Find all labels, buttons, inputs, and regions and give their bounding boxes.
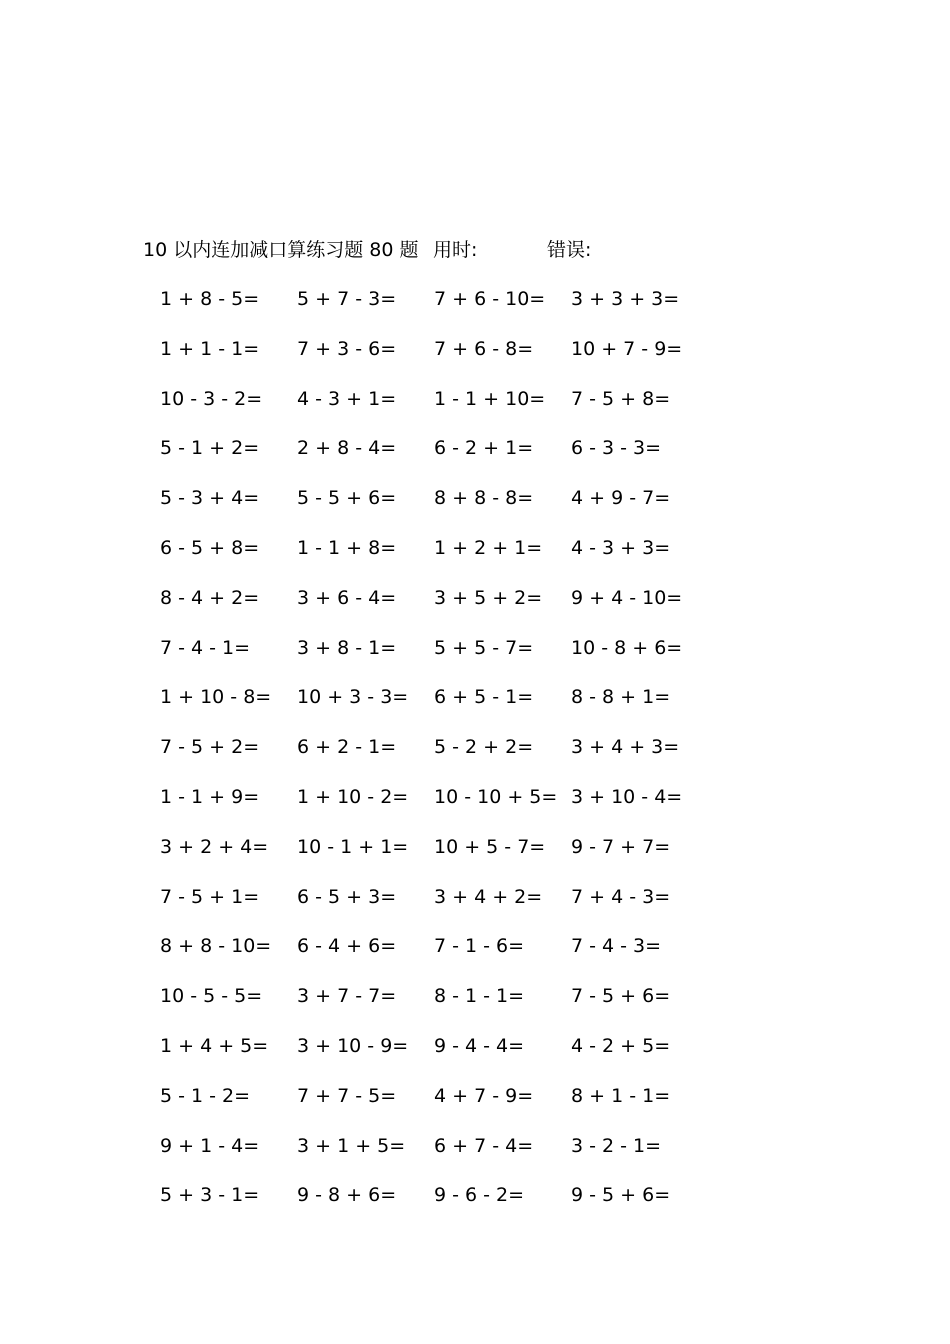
math-problem: 7 - 5 + 6= [571,985,671,1008]
math-problem: 2 + 8 - 4= [297,437,397,460]
math-problem: 10 - 8 + 6= [571,636,683,659]
math-problem: 5 - 3 + 4= [160,487,260,510]
math-problem: 1 + 4 + 5= [160,1035,269,1057]
math-problem: 5 - 5 + 6= [297,487,397,510]
math-problem: 10 - 10 + 5= [434,786,558,808]
math-problem: 8 + 8 - 8= [434,487,534,510]
math-problem: 7 - 5 + 1= [160,885,260,908]
math-problem: 3 + 10 - 9= [297,1035,409,1057]
math-problem: 1 - 1 + 10= [434,387,546,410]
math-problem: 7 + 6 - 8= [434,337,534,360]
math-problem: 5 - 1 + 2= [160,437,260,460]
math-problem: 4 + 9 - 7= [571,487,671,510]
errors-label: 错误: [547,239,592,261]
math-problem: 3 + 1 + 5= [297,1134,406,1157]
math-problem: 4 - 3 + 3= [571,537,671,559]
math-problem: 6 - 3 - 3= [571,437,662,460]
math-problem: 10 - 1 + 1= [297,835,409,858]
math-problem: 5 - 1 - 2= [160,1084,251,1107]
math-problem: 8 + 8 - 10= [160,935,272,958]
math-problem: 7 - 4 - 1= [160,636,251,659]
math-problem: 1 - 1 + 8= [297,537,397,559]
time-used-label: 用时: [433,239,478,261]
math-problem: 5 + 5 - 7= [434,636,534,659]
math-problem: 7 + 7 - 5= [297,1084,397,1107]
math-problem: 3 + 4 + 3= [571,736,680,759]
math-problem: 1 + 10 - 2= [297,786,409,808]
math-problem: 1 + 8 - 5= [160,288,260,310]
math-problem: 8 + 1 - 1= [571,1084,671,1107]
math-problem: 3 + 10 - 4= [571,786,683,808]
math-problem: 6 - 2 + 1= [434,437,534,460]
math-problem: 4 + 7 - 9= [434,1084,534,1107]
math-problem: 3 - 2 - 1= [571,1134,662,1157]
math-problem: 3 + 7 - 7= [297,985,397,1008]
math-problem: 10 + 3 - 3= [297,686,409,709]
math-problem: 6 - 5 + 3= [297,885,397,908]
math-problem: 3 + 3 + 3= [571,288,680,310]
math-problem: 10 - 5 - 5= [160,985,263,1008]
math-problem: 7 + 6 - 10= [434,288,546,310]
math-problem: 9 - 6 - 2= [434,1184,525,1207]
math-problem: 9 + 4 - 10= [571,586,683,609]
math-problem: 1 + 1 - 1= [160,337,260,360]
math-problem: 5 + 7 - 3= [297,288,397,310]
math-problem: 4 - 3 + 1= [297,387,397,410]
math-problem: 10 - 3 - 2= [160,387,263,410]
math-problem: 9 - 8 + 6= [297,1184,397,1207]
math-problem: 3 + 8 - 1= [297,636,397,659]
math-problem: 8 - 8 + 1= [571,686,671,709]
math-problem: 7 + 3 - 6= [297,337,397,360]
math-problem: 6 - 4 + 6= [297,935,397,958]
math-problem: 7 - 1 - 6= [434,935,525,958]
math-problem: 6 + 2 - 1= [297,736,397,759]
math-problem: 7 - 4 - 3= [571,935,662,958]
math-problem: 6 - 5 + 8= [160,537,260,559]
math-problem: 9 - 4 - 4= [434,1035,525,1057]
math-problem: 10 + 5 - 7= [434,835,546,858]
math-problem: 3 + 6 - 4= [297,586,397,609]
math-problem: 3 + 2 + 4= [160,835,269,858]
math-problem: 8 - 4 + 2= [160,586,260,609]
math-problem: 9 + 1 - 4= [160,1134,260,1157]
math-problem: 9 - 7 + 7= [571,835,671,858]
math-problem: 6 + 5 - 1= [434,686,534,709]
math-problem: 8 - 1 - 1= [434,985,525,1008]
math-problem: 10 + 7 - 9= [571,337,683,360]
math-problem: 7 - 5 + 8= [571,387,671,410]
math-problem: 4 - 2 + 5= [571,1035,671,1057]
worksheet-title: 10 以内连加减口算练习题 80 题 [143,239,419,261]
math-problem: 9 - 5 + 6= [571,1184,671,1207]
math-problem: 5 + 3 - 1= [160,1184,260,1207]
math-problem: 3 + 4 + 2= [434,885,543,908]
math-problem: 3 + 5 + 2= [434,586,543,609]
math-problem: 6 + 7 - 4= [434,1134,534,1157]
math-problem: 1 + 2 + 1= [434,537,543,559]
math-problem: 7 - 5 + 2= [160,736,260,759]
math-problem: 5 - 2 + 2= [434,736,534,759]
math-problem: 7 + 4 - 3= [571,885,671,908]
math-problem: 1 - 1 + 9= [160,786,260,808]
math-problem: 1 + 10 - 8= [160,686,272,709]
